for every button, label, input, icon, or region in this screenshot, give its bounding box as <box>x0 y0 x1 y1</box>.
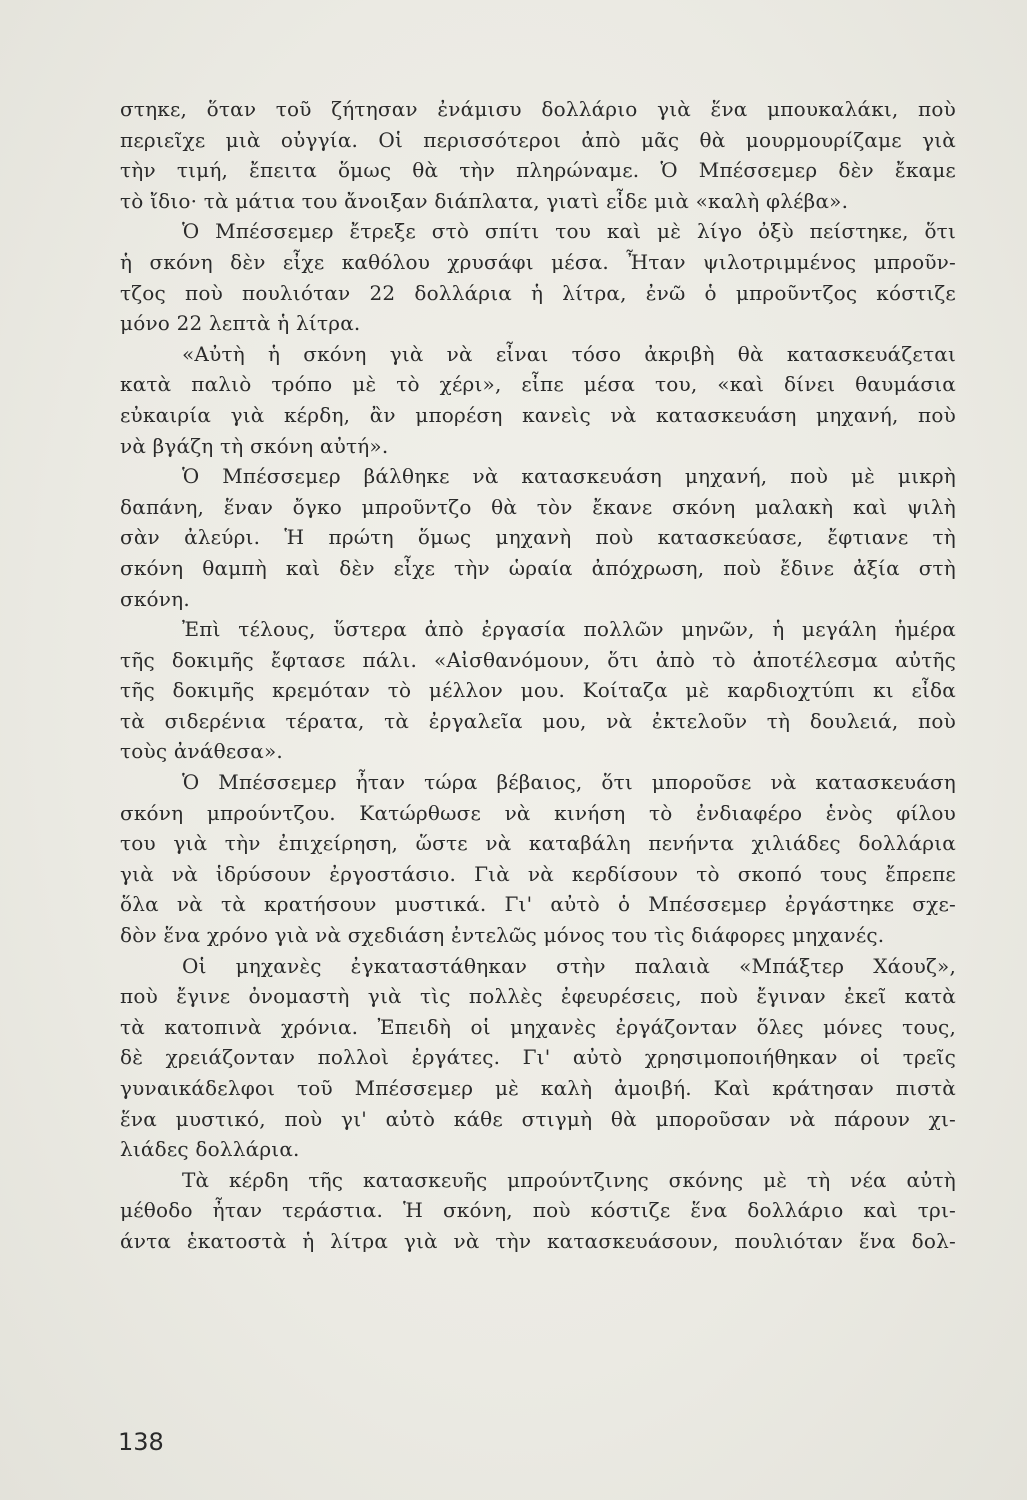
text-line: ἡ σκόνη δὲν εἶχε καθόλου χρυσάφι μέσα. Ἦταν ψιλοτριμμένος μπροῦν- <box>120 249 956 274</box>
text-line: του γιὰ τὴν ἐπιχείρηση, ὥστε νὰ καταβάλη πενήντα χιλιάδες δολλάρια <box>120 831 956 856</box>
paragraph-start: Ὁ Μπέσσεμερ ἔτρεξε στὸ σπίτι του καὶ μὲ λίγο ὀξὺ πείστηκε, ὅτι <box>182 219 956 244</box>
text-line: άντα ἑκατοστὰ ἡ λίτρα γιὰ νὰ τὴν κατασκευάσουν, πουλιόταν ἕνα δολ- <box>120 1228 956 1253</box>
text-line: δὲ χρειάζονταν πολλοὶ ἐργάτες. Γι' αὐτὸ χρησιμοποιήθηκαν οἱ τρεῖς <box>120 1045 956 1070</box>
paragraph-start: Ὁ Μπέσσεμερ βάλθηκε νὰ κατασκευάση μηχανή, ποὺ μὲ μικρὴ <box>182 464 956 489</box>
text-line: μέθοδο ἦταν τεράστια. Ἡ σκόνη, ποὺ κόστιζε ἕνα δολλάριο καὶ τρι- <box>120 1198 956 1223</box>
paragraph-end: σκόνη. <box>120 586 190 611</box>
text-line: σκόνη θαμπὴ καὶ δὲν εἶχε τὴν ὡραία ἀπόχρωση, ποὺ ἔδινε ἀξία στὴ <box>120 555 956 580</box>
paragraph-end: λιάδες δολλάρια. <box>120 1137 300 1162</box>
text-line: τὰ κατοπινὰ χρόνια. Ἐπειδὴ οἱ μηχανὲς ἐργάζονταν ὅλες μόνες τους, <box>120 1014 956 1039</box>
text-line: σὰν ἀλεύρι. Ἡ πρώτη ὅμως μηχανὴ ποὺ κατασκεύασε, ἔφτιανε τὴ <box>120 525 956 550</box>
text-line: ἕνα μυστικό, ποὺ γι' αὐτὸ κάθε στιγμὴ θὰ μποροῦσαν νὰ πάρουν χι- <box>120 1106 956 1131</box>
page-number: 138 <box>118 1428 164 1456</box>
text-line: εὐκαιρία γιὰ κέρδη, ἂν μπορέση κανεὶς νὰ κατασκευάση μηχανή, ποὺ <box>120 402 956 427</box>
paragraph-start: Οἱ μηχανὲς ἐγκαταστάθηκαν στὴν παλαιὰ «Μπάξτερ Χάουζ», <box>182 953 956 978</box>
text-line: δαπάνη, ἕναν ὄγκο μπροῦντζο θὰ τὸν ἔκανε σκόνη μαλακὴ καὶ ψιλὴ <box>120 494 956 519</box>
text-line: τὴν τιμή, ἔπειτα ὅμως θὰ τὴν πληρώναμε. Ὁ Μπέσσεμερ δὲν ἔκαμε <box>120 158 956 183</box>
text-line: τζος ποὺ πουλιόταν 22 δολλάρια ἡ λίτρα, ἐνῶ ὁ μπροῦντζος κόστιζε <box>120 280 956 305</box>
paragraph-start: Τὰ κέρδη τῆς κατασκευῆς μπρούντζινης σκόνης μὲ τὴ νέα αὐτὴ <box>182 1167 956 1192</box>
text-line: κατὰ παλιὸ τρόπο μὲ τὸ χέρι», εἶπε μέσα του, «καὶ δίνει θαυμάσια <box>120 372 956 397</box>
text-line: γυναικάδελφοι τοῦ Μπέσσεμερ μὲ καλὴ ἀμοιβή. Καὶ κράτησαν πιστὰ <box>120 1076 956 1100</box>
text-line: τῆς δοκιμῆς κρεμόταν τὸ μέλλον μου. Κοίταζα μὲ καρδιοχτύπι κι εἶδα <box>120 678 956 703</box>
paragraph-start: «Αὐτὴ ἡ σκόνη γιὰ νὰ εἶναι τόσο ἀκριβὴ θὰ κατασκευάζεται <box>182 341 956 366</box>
body-text <box>120 94 956 1257</box>
paragraph-start: Ἐπὶ τέλους, ὕστερα ἀπὸ ἐργασία πολλῶν μηνῶν, ἡ μεγάλη ἡμέρα <box>182 617 956 642</box>
text-line: στηκε, ὅταν τοῦ ζήτησαν ἐνάμισυ δολλάριο γιὰ ἕνα μπουκαλάκι, ποὺ <box>120 97 956 121</box>
text-line: ὅλα νὰ τὰ κρατήσουν μυστικά. Γι' αὐτὸ ὁ Μπέσσεμερ ἐργάστηκε σχε- <box>120 892 956 917</box>
text-line: σκόνη μπρούντζου. Κατώρθωσε νὰ κινήση τὸ ἐνδιαφέρο ἑνὸς φίλου <box>120 800 956 825</box>
text-line: ποὺ ἔγινε ὀνομαστὴ γιὰ τὶς πολλὲς ἐφευρέσεις, ποὺ ἔγιναν ἐκεῖ κατὰ <box>120 984 956 1009</box>
paragraph-end: δὸν ἕνα χρόνο γιὰ νὰ σχεδιάση ἐντελῶς μόνος του τὶς διάφορες μηχανές. <box>120 923 885 948</box>
text-line: τὰ σιδερένια τέρατα, τὰ ἐργαλεῖα μου, νὰ ἐκτελοῦν τὴ δουλειά, ποὺ <box>120 708 956 733</box>
text-line: τὸ ἴδιο· τὰ μάτια του ἄνοιξαν διάπλατα, γιατὶ εἶδε μιὰ «καλὴ φλέβα». <box>120 188 849 213</box>
text-line: τῆς δοκιμῆς ἔφτασε πάλι. «Αἰσθανόμουν, ὅτι ἀπὸ τὸ ἀποτέλεσμα αὐτῆς <box>120 647 956 672</box>
paragraph-end: τοὺς ἀνάθεσα». <box>120 739 283 764</box>
paragraph-end: μόνο 22 λεπτὰ ἡ λίτρα. <box>120 311 361 336</box>
paragraph-end: νὰ βγάζη τὴ σκόνη αὐτή». <box>120 433 389 458</box>
text-line: περιεῖχε μιὰ οὐγγία. Οἱ περισσότεροι ἀπὸ μᾶς θὰ μουρμουρίζαμε γιὰ <box>120 127 956 152</box>
paragraph-start: Ὁ Μπέσσεμερ ἦταν τώρα βέβαιος, ὅτι μποροῦσε νὰ κατασκευάση <box>182 770 956 795</box>
text-line: γιὰ νὰ ἱδρύσουν ἐργοστάσιο. Γιὰ νὰ κερδίσουν τὸ σκοπό τους ἔπρεπε <box>120 861 956 886</box>
